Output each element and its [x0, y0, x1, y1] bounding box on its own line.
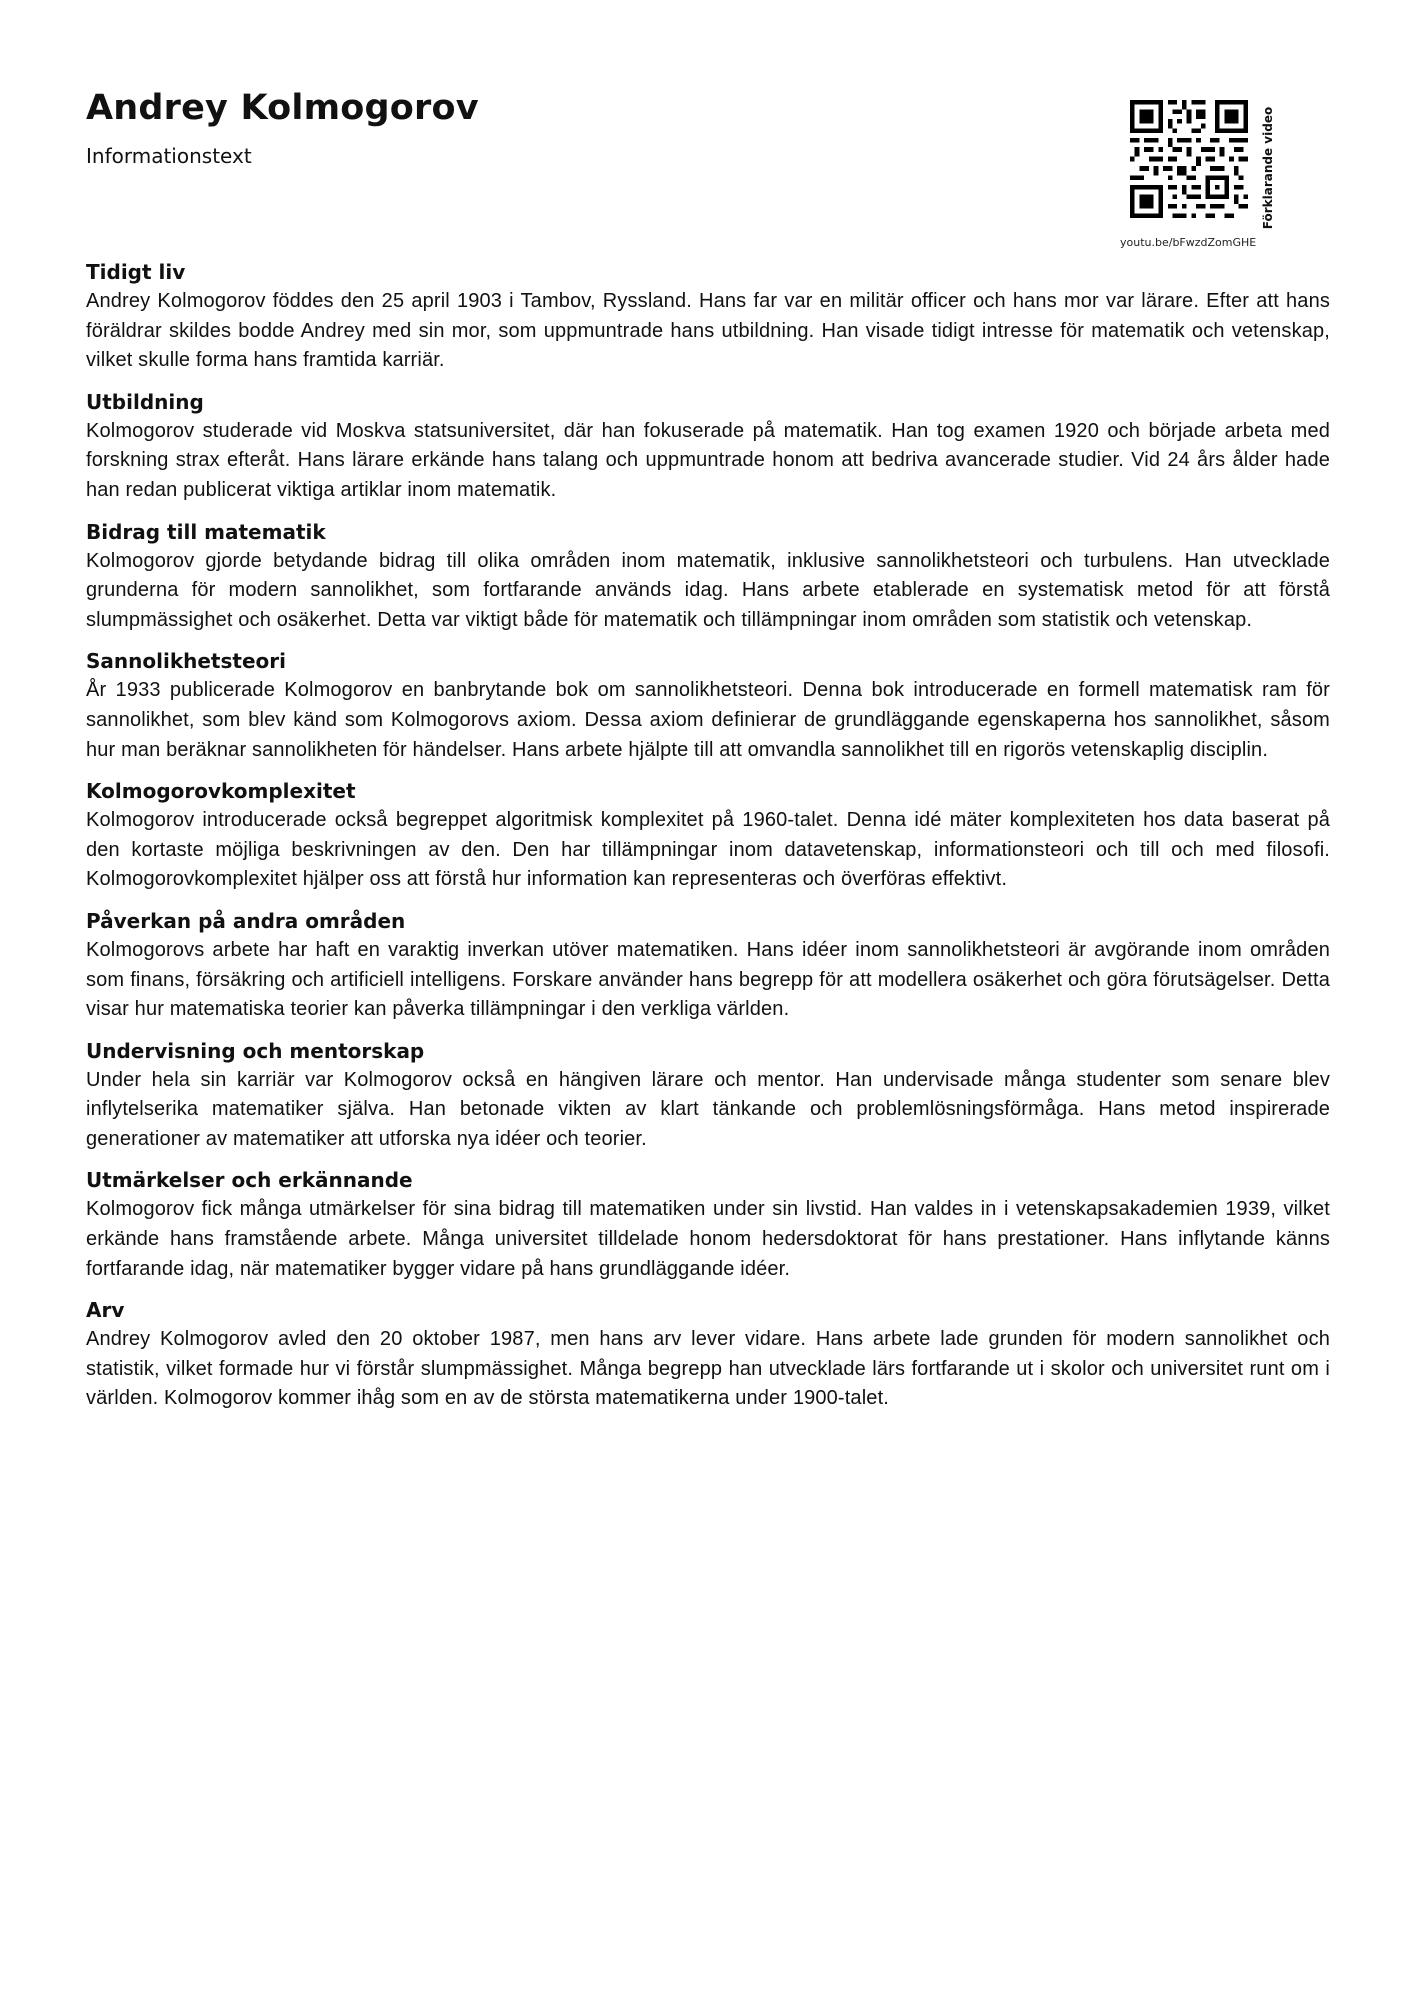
page-title: Andrey Kolmogorov: [86, 88, 479, 128]
section-utbildning: [86, 388, 1330, 506]
section-paragraph: Under hela sin karriär var Kolmogorov också en hängiven lärare och mentor. Han undervisade många studenter som senare blev inflytelserika matematiker själva. Han betonade vikten av klart tänkande och problemlösningsförmåga. Hans metod inspirerade generationer av matematiker att utforska nya idéer och teorier.: [86, 1068, 1330, 1150]
section-utmarkelser: [86, 1166, 1330, 1284]
section-undervisning: [86, 1037, 1330, 1155]
section-heading: Arv: [86, 1298, 125, 1323]
section-arv: [86, 1296, 1330, 1414]
section-tidigt-liv: [86, 258, 1330, 376]
page-subtitle: Informationstext: [86, 144, 252, 168]
section-kolmogorovkomplexitet: [86, 777, 1330, 895]
section-paragraph: Andrey Kolmogorov avled den 20 oktober 1987, men hans arv lever vidare. Hans arbete lade grunden för modern sannolikhet och statistik, vilket formade hur vi förstår slumpmässighet. Många begrepp han utvecklade lärs fortfarande ut i skolor och universitet runt om i världen. Kolmogorov kommer ihåg som en av de största matematikerna under 1900-talet.: [86, 1328, 1330, 1410]
qr-url-link[interactable]: youtu.be/bFwzdZomGHE: [1120, 236, 1257, 249]
section-paragraph: Kolmogorov fick många utmärkelser för sina bidrag till matematiken under sin livstid. Han valdes in i vetenskapsakademien 1939, vilket erkände hans framstående arbete. Många universitet tilldelade honom hedersdoktorat för hans prestationer. Hans inflytande känns fortfarande idag, när matematiker bygger vidare på hans grundläggande idéer.: [86, 1198, 1330, 1280]
section-heading: Bidrag till matematik: [86, 519, 326, 544]
section-heading: Tidigt liv: [86, 260, 186, 284]
section-heading: Utbildning: [86, 389, 204, 414]
section-paragraph: År 1933 publicerade Kolmogorov en banbrytande bok om sannolikhetsteori. Denna bok introducerade en formell matematisk ram för sannolikhet, som blev känd som Kolmogorovs axiom. Dessa axiom definierar de grundläggande egenskaperna hos sannolikhet, såsom hur man beräknar sannolikheten för händelser. Hans arbete hjälpte till att omvandla sannolikhet till en rigorös vetenskaplig disciplin.: [86, 679, 1330, 761]
section-bidrag-till-matematik: [86, 518, 1330, 636]
section-sannolikhetsteori: [86, 647, 1330, 765]
article-body: [86, 258, 1330, 1426]
section-heading: Utmärkelser och erkännande: [86, 1168, 413, 1193]
section-paragraph: Kolmogorov gjorde betydande bidrag till olika områden inom matematik, inklusive sannolikhetsteori och turbulens. Han utvecklade grunderna för modern sannolikhet, som fortfarande används idag. Hans arbete etablerade en systematisk metod för att förstå slumpmässighet och osäkerhet. Detta var viktigt både för matematik och tillämpningar inom områden som statistik och vetenskap.: [86, 549, 1330, 631]
section-heading: Påverkan på andra områden: [86, 908, 406, 933]
section-paverkan: [86, 907, 1330, 1025]
section-paragraph: Kolmogorov studerade vid Moskva statsuniversitet, där han fokuserade på matematik. Han tog examen 1920 och började arbeta med forskning strax efteråt. Hans lärare erkände hans talang och uppmuntrade honom att bedriva avancerade studier. Vid 24 års ålder hade han redan publicerat viktiga artiklar inom matematik.: [86, 419, 1330, 501]
qr-code-icon[interactable]: [1130, 100, 1248, 218]
section-heading: Undervisning och mentorskap: [86, 1038, 425, 1063]
section-paragraph: Kolmogorov introducerade också begreppet algoritmisk komplexitet på 1960-talet. Denna idé mäter komplexiteten hos data baserat på den kortaste möjliga beskrivningen av den. Den har tillämpningar inom datavetenskap, informationsteori och till och med filosofi. Kolmogorovkomplexitet hjälper oss att förstå hur information kan representeras och överföras effektivt.: [86, 809, 1330, 891]
section-paragraph: Kolmogorovs arbete har haft en varaktig inverkan utöver matematiken. Hans idéer inom sannolikhetsteori är avgörande inom områden som finans, försäkring och artificiell intelligens. Forskare använder hans begrepp för att modellera osäkerhet och göra förutsägelser. Detta visar hur matematiska teorier kan påverka tillämpningar i den verkliga världen.: [86, 938, 1330, 1021]
qr-video-label: Förklarande video: [1261, 106, 1275, 230]
section-paragraph: Andrey Kolmogorov föddes den 25 april 1903 i Tambov, Ryssland. Hans far var en militär officer och hans mor var lärare. Efter att hans föräldrar skildes bodde Andrey med sin mor, som uppmuntrade hans utbildning. Han visade tidigt intresse för matematik och vetenskap, vilket skulle forma hans framtida karriär.: [86, 290, 1330, 372]
section-heading: Kolmogorovkomplexitet: [86, 779, 356, 804]
section-heading: Sannolikhetsteori: [86, 649, 286, 674]
